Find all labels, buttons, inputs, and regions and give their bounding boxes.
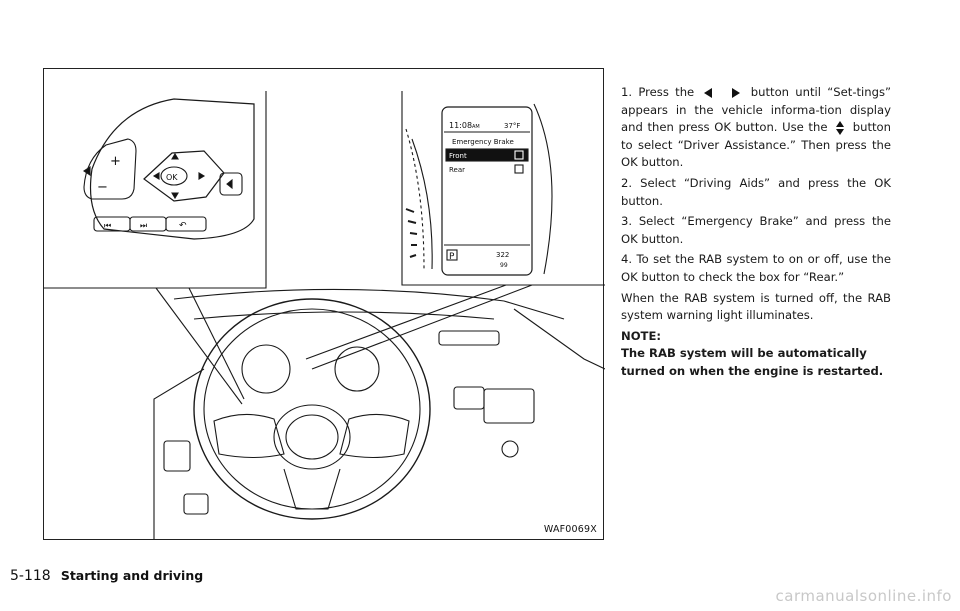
illustration-figure [43,68,604,540]
page-footer [10,568,203,584]
callout-line-display-2 [312,285,532,369]
display-item-front: Front [449,152,467,160]
step-2 [621,175,891,210]
vehicle-info-display-inset [406,104,552,275]
display-temp: 37°F [504,122,521,130]
display-gear: P [449,252,455,262]
left-arrow-icon [154,173,159,179]
back-icon: ↶ [179,221,187,231]
volume-minus-label: − [97,180,108,195]
down-arrow-icon [172,193,178,198]
up-down-arrows-icon [832,120,848,136]
ok-button-label: OK [166,173,178,182]
page-number: 5-118 [10,568,51,584]
watermark: carmanualsonline.info [775,587,952,605]
rear-checkbox [515,165,523,173]
step-3-number: 3. [621,214,633,229]
step-1-text-b: button until “Set-tings” appears in the vehicle informa-tion display and then press OK button. Use the [621,85,892,135]
step-1-number: 1. [621,85,633,99]
note-text: The RAB system will be automatically turned on when the engine is restarted. [621,346,884,378]
note-heading: NOTE: [621,328,662,343]
display-menu-title: Emergency Brake [452,138,514,146]
step-3 [621,213,891,248]
display-time: 11:08 [449,121,473,130]
previous-track-icon: ⏮ [104,221,112,230]
step-4-number: 4. [621,252,633,267]
step-1 [621,84,891,172]
volume-plus-label: + [110,154,121,169]
speaker-icon [84,167,90,175]
callout-line-switch-1 [156,288,242,404]
steering-switch-inset [84,99,254,239]
step-2-number: 2. [621,175,633,190]
step-1-text-a: Press the [638,85,695,99]
right-arrow-icon [199,173,204,179]
display-range: 322 [496,251,510,259]
section-title: Starting and driving [60,568,204,583]
rab-off-paragraph: When the RAB system is turned off, the RAB system warning light illuminates. [621,290,891,323]
figure-code: WAF0069X [543,524,597,535]
dashboard-drawing [154,289,605,539]
next-track-icon: ⏭ [140,221,148,230]
switch-callout-frame [44,91,266,288]
callout-line-display-1 [306,285,506,359]
step-4-text: To set the RAB system to on or off, use the OK button to check the box for “Rear.” [621,252,891,284]
display-item-rear: Rear [449,166,466,174]
up-arrow-icon [172,154,178,159]
display-ampm: AM [472,124,480,130]
left-right-arrows-icon [700,87,744,99]
instructions-column [621,84,891,381]
step-1-text-c: button to select “Driver Assistance.” Then press the OK button. [621,120,891,170]
display-mpg: 99 [500,262,508,269]
steering-wheel-illustration [44,69,605,541]
step-2-text: Select “Driving Aids” and press the OK button. [621,175,891,208]
step-4 [621,251,891,286]
step-3-text: Select “Emergency Brake” and press the OK button. [621,214,891,246]
